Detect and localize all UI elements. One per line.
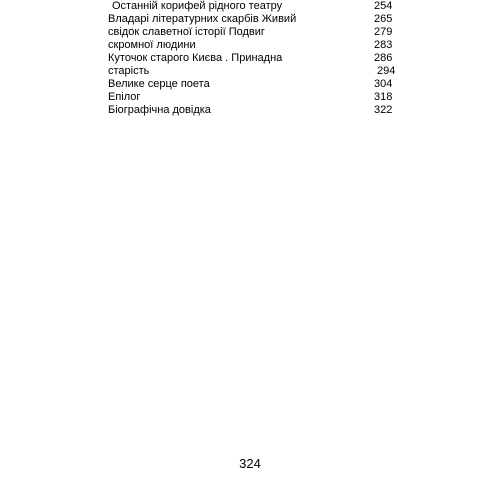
toc-entry-line: Владарі літературних скарбів Живий (108, 13, 297, 25)
toc-page-number: 322 (374, 104, 393, 116)
toc-page-number: 286 (374, 52, 393, 64)
toc-page-number: 279 (374, 26, 393, 38)
toc-page-number: 294 (377, 65, 396, 77)
toc-page-number: 254 (374, 0, 393, 12)
toc-page-number: 304 (374, 78, 393, 90)
toc-entry-line: Останній корифей рідного театру (112, 0, 283, 12)
toc-entry-line: свідок славетної історії Подвиг (108, 26, 265, 38)
toc-entry-line: старість (108, 65, 150, 77)
toc-entry-line: Біографічна довідка (108, 104, 211, 116)
toc-page-number: 318 (374, 91, 393, 103)
toc-entry-line: Куточок старого Києва . Принадна (108, 52, 283, 64)
toc-entry-line: скромної людини (108, 39, 196, 51)
page-number: 324 (239, 456, 261, 471)
toc-entry-line: Епілог (108, 91, 141, 103)
toc-page-number: 265 (374, 13, 393, 25)
toc-entry-line: Велике серце поета (108, 78, 210, 90)
toc-page-number: 283 (374, 39, 393, 51)
